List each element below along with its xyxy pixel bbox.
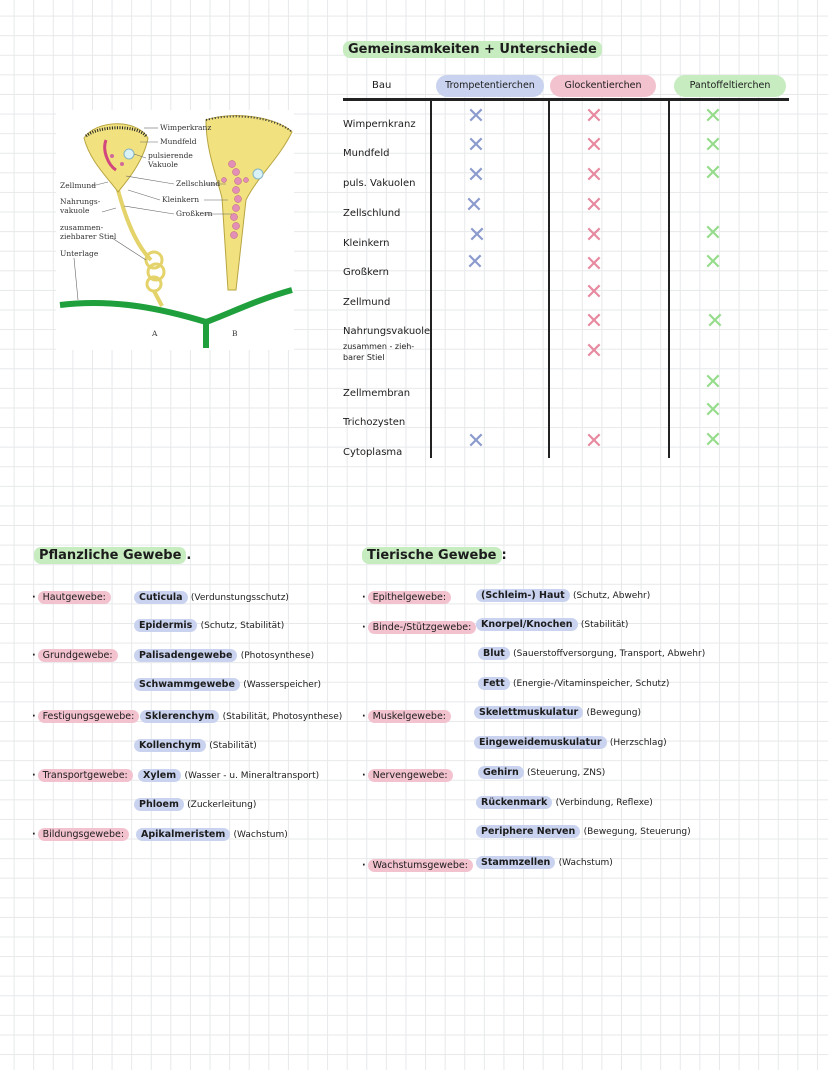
table-divider-3 xyxy=(668,100,670,458)
row-label-trichozysten: Trichozysten xyxy=(343,417,406,428)
table-corner-label: Bau xyxy=(372,80,392,91)
item-eingeweidemuskulatur: Eingeweidemuskulatur (Herzschlag) xyxy=(474,737,667,748)
row-label-stiel-line2: barer Stiel xyxy=(343,353,385,362)
label-mundfeld: Mundfeld xyxy=(160,137,197,146)
category-festigungsgewebe: · Festigungsgewebe: xyxy=(32,711,139,722)
mark-glocke-kleinkern: ✕ xyxy=(584,223,604,248)
mark-glocke-grosskern: ✕ xyxy=(584,252,604,277)
animals-title: Tierische Gewebe : xyxy=(362,548,507,563)
label-grosskern: Großkern xyxy=(176,209,213,218)
row-label-zellschlund: Zellschlund xyxy=(343,208,401,219)
mark-pantoffel-trichozysten: ✕ xyxy=(703,398,723,423)
mark-trompete-kleinkern: ✕ xyxy=(467,223,487,248)
mark-glocke-cytoplasma: ✕ xyxy=(584,429,604,454)
mark-glocke-zellschlund: ✕ xyxy=(584,193,604,218)
row-label-puls-vakuolen: puls. Vakuolen xyxy=(343,178,416,189)
category-bindegewebe: · Binde-/Stützgewebe: xyxy=(362,622,476,633)
row-label-zellmembran: Zellmembran xyxy=(343,388,411,399)
mark-pantoffel-kleinkern: ✕ xyxy=(703,221,723,246)
mark-pantoffel-grosskern: ✕ xyxy=(703,250,723,275)
mark-pantoffel-nahrungsvakuole: ✕ xyxy=(705,309,725,334)
table-divider-1 xyxy=(430,100,432,458)
row-label-mundfeld: Mundfeld xyxy=(343,148,390,159)
mark-pantoffel-wimpernkranz: ✕ xyxy=(703,104,723,129)
mark-trompete-mundfeld: ✕ xyxy=(466,133,486,158)
item-cuticula: Cuticula (Verdunstungsschutz) xyxy=(134,592,289,603)
label-wimperkranz: Wimperkranz xyxy=(160,123,212,132)
table-header-rule xyxy=(343,98,789,101)
mark-glocke-wimpernkranz: ✕ xyxy=(584,104,604,129)
mark-glocke-puls-vakuolen: ✕ xyxy=(584,163,604,188)
row-label-stiel-line1: zusammen - zieh- xyxy=(343,342,415,351)
row-label-nahrungsvakuole: Nahrungsvakuole xyxy=(343,326,431,337)
mark-trompete-wimpernkranz: ✕ xyxy=(466,104,486,129)
row-label-cytoplasma: Cytoplasma xyxy=(343,447,403,458)
mark-glocke-mundfeld: ✕ xyxy=(584,133,604,158)
label-b: B xyxy=(232,329,238,338)
mark-pantoffel-mundfeld: ✕ xyxy=(703,133,723,158)
item-blut: Blut (Sauerstoffversorgung, Transport, Abwehr) xyxy=(478,648,705,659)
row-label-zellmund: Zellmund xyxy=(343,297,391,308)
mark-glocke-stiel: ✕ xyxy=(584,339,604,364)
label-kleinkern: Kleinkern xyxy=(162,195,200,204)
mark-trompete-cytoplasma: ✕ xyxy=(466,429,486,454)
col-head-pantoffeltierchen: Pantoffeltierchen xyxy=(674,75,786,97)
label-stiel: ziehbarer Stiel xyxy=(60,232,117,241)
col-head-trompetentierchen: Trompetentierchen xyxy=(436,75,544,97)
category-wachstumsgewebe: · Wachstumsgewebe: xyxy=(362,860,473,871)
ciliate-diagram xyxy=(56,110,294,350)
category-nervengewebe: · Nervengewebe: xyxy=(362,770,453,781)
mark-trompete-grosskern: ✕ xyxy=(465,250,485,275)
label-vakuole: Vakuole xyxy=(148,160,178,169)
mark-glocke-nahrungsvakuole: ✕ xyxy=(584,309,604,334)
item-rueckenmark: Rückenmark (Verbindung, Reflexe) xyxy=(476,797,653,808)
label-zellmund: Zellmund xyxy=(60,181,97,190)
mark-trompete-zellschlund: ✕ xyxy=(464,193,484,218)
mark-pantoffel-zellmembran: ✕ xyxy=(703,370,723,395)
label-zellschlund: Zellschlund xyxy=(176,179,221,188)
category-muskelgewebe: · Muskelgewebe: xyxy=(362,711,451,722)
label-a: A xyxy=(152,329,158,338)
label-zusammen: zusammen- xyxy=(60,223,104,232)
item-fett: Fett (Energie-/Vitaminspeicher, Schutz) xyxy=(478,678,669,689)
category-epithelgewebe: · Epithelgewebe: xyxy=(362,592,451,603)
label-pulsierende: pulsierende xyxy=(148,151,193,160)
item-kollenchym: Kollenchym (Stabilität) xyxy=(134,740,257,751)
row-label-kleinkern: Kleinkern xyxy=(343,238,390,249)
row-label-grosskern: Großkern xyxy=(343,267,389,278)
item-gehirn: Gehirn (Steuerung, ZNS) xyxy=(478,767,605,778)
item-skelettmuskulatur: Skelettmuskulatur (Bewegung) xyxy=(474,707,641,718)
category-grundgewebe: · Grundgewebe: xyxy=(32,650,118,661)
label-nahrungs: Nahrungs- xyxy=(60,197,101,206)
mark-pantoffel-puls-vakuolen: ✕ xyxy=(703,161,723,186)
item-periphere-nerven: Periphere Nerven (Bewegung, Steuerung) xyxy=(476,826,691,837)
item-schwammgewebe: Schwammgewebe (Wasserspeicher) xyxy=(134,679,321,690)
item-apikalmeristem: Apikalmeristem (Wachstum) xyxy=(136,829,288,840)
item-palisadengewebe: Palisadengewebe (Photosynthese) xyxy=(134,650,314,661)
item-epidermis: Epidermis (Schutz, Stabilität) xyxy=(134,620,284,631)
label-nahrungsvakuole: vakuole xyxy=(60,206,90,215)
item-sklerenchym: Sklerenchym (Stabilität, Photosynthese) xyxy=(140,711,342,722)
plants-title: Pflanzliche Gewebe . xyxy=(34,548,191,563)
item-phloem: Phloem (Zuckerleitung) xyxy=(134,799,256,810)
item-knorpel-knochen: Knorpel/Knochen (Stabilität) xyxy=(476,619,628,630)
label-unterlage: Unterlage xyxy=(60,249,99,258)
category-hautgewebe: · Hautgewebe: xyxy=(32,592,111,603)
col-head-glockentierchen: Glockentierchen xyxy=(550,75,656,97)
category-bildungsgewebe: · Bildungsgewebe: xyxy=(32,829,129,840)
item-schleimhaut: (Schleim-) Haut (Schutz, Abwehr) xyxy=(476,590,650,601)
item-stammzellen: Stammzellen (Wachstum) xyxy=(476,857,613,868)
category-transportgewebe: · Transportgewebe: xyxy=(32,770,133,781)
mark-pantoffel-cytoplasma: ✕ xyxy=(703,428,723,453)
mark-trompete-puls-vakuolen: ✕ xyxy=(466,163,486,188)
mark-glocke-zellmund: ✕ xyxy=(584,280,604,305)
comparison-title: Gemeinsamkeiten + Unterschiede xyxy=(343,42,602,57)
item-xylem: Xylem (Wasser - u. Mineraltransport) xyxy=(138,770,319,781)
row-label-wimpernkranz: Wimpernkranz xyxy=(343,119,416,130)
table-divider-2 xyxy=(548,100,550,458)
